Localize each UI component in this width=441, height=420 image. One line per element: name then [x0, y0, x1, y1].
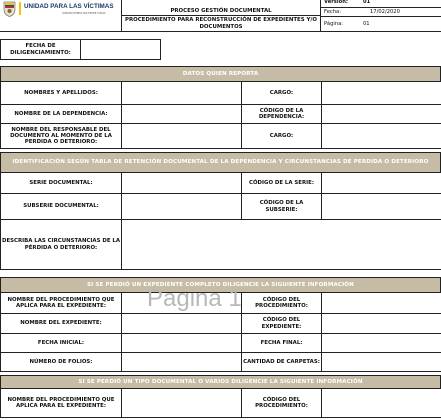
- fill-date-input[interactable]: [80, 39, 161, 60]
- file-code-input[interactable]: [321, 313, 441, 334]
- folios-input[interactable]: [121, 352, 242, 372]
- section3-title: SI SE PERDIÓ UN EXPEDIENTE COMPLETO DILIGENCIE LA SIGUIENTE INFORMACIÓN: [0, 277, 441, 293]
- series-input[interactable]: [121, 172, 242, 194]
- colombia-shield-icon: [3, 1, 16, 17]
- process-title: PROCESO GESTIÓN DOCUMENTAL: [121, 0, 321, 16]
- folios-label: NÚMERO DE FOLIOS:: [0, 352, 122, 372]
- section1-title: DATOS QUIEN REPORTA: [0, 66, 441, 82]
- procedure-name-label: NOMBRE DEL PROCEDIMIENTO QUE APLICA PARA EL EXPEDIENTE:: [0, 292, 122, 314]
- section4-title: SI SE PERDIÓ UN TIPO DOCUMENTAL O VARIOS DILIGENCIE LA SIGUIENTE INFORMACIÓN: [0, 375, 441, 389]
- subseries-input[interactable]: [121, 193, 242, 220]
- folders-input[interactable]: [321, 352, 441, 372]
- cargo-label: CARGO:: [241, 81, 322, 105]
- file-name-label: NOMBRE DEL EXPEDIENTE:: [0, 313, 122, 334]
- version-label: Versión:: [324, 0, 349, 5]
- series-code-input[interactable]: [321, 172, 441, 194]
- page-label: Página:: [324, 21, 344, 27]
- cargo2-label: CARGO:: [241, 123, 322, 149]
- cargo-input[interactable]: [321, 81, 441, 105]
- org-tagline: CONSTRUYENDO PAZ ENTRE TODOS: [62, 12, 106, 15]
- page-value: 01: [363, 21, 370, 27]
- procedure-title: PROCEDIMIENTO PARA RECONSTRUCCIÓN DE EXPEDIENTES Y/O DOCUMENTOS: [121, 15, 321, 32]
- folders-label: CANTIDAD DE CARPETAS:: [241, 352, 322, 372]
- procedure-code-input[interactable]: [321, 292, 441, 314]
- file-code-label: CÓDIGO DEL EXPEDIENTE:: [241, 313, 322, 334]
- dependency-name-label: NOMBRE DE LA DEPENDENCIA:: [0, 104, 122, 124]
- series-label: SERIE DOCUMENTAL:: [0, 172, 122, 194]
- subseries-code-input[interactable]: [321, 193, 441, 220]
- subseries-code-label: CÓDIGO DE LA SUBSERIE:: [241, 193, 322, 220]
- circumstances-label: DESCRIBA LAS CIRCUNSTANCIAS DE LA PÉRDIDA O DETERIORO:: [0, 219, 122, 270]
- start-date-input[interactable]: [121, 333, 242, 353]
- logo-flag-yellow: [19, 2, 21, 15]
- section2-title: IDENTIFICACIÓN SEGÚN TABLA DE RETENCIÓN DOCUMENTAL DE LA DEPENDENCIA Y CIRCUNSTANCIAS DE PERDIDA O DETERIORO: [0, 152, 441, 173]
- procedure-code-label: CÓDIGO DEL PROCEDIMIENTO:: [241, 292, 322, 314]
- version-value: 01: [363, 0, 371, 5]
- s4-procedure-code-input[interactable]: [321, 388, 441, 418]
- series-code-label: CÓDIGO DE LA SERIE:: [241, 172, 322, 194]
- names-label: NOMBRES Y APELLIDOS:: [0, 81, 122, 105]
- end-date-label: FECHA FINAL:: [241, 333, 322, 353]
- dependency-name-input[interactable]: [121, 104, 242, 124]
- date-label: Fecha:: [324, 9, 341, 15]
- dependency-code-label: CÓDIGO DE LA DEPENDENCIA:: [241, 104, 322, 124]
- org-name: UNIDAD PARA LAS VÍCTIMAS: [24, 3, 114, 10]
- responsible-input[interactable]: [121, 123, 242, 149]
- subseries-label: SUBSERIE DOCUMENTAL:: [0, 193, 122, 220]
- cargo2-input[interactable]: [321, 123, 441, 149]
- s4-procedure-name-input[interactable]: [121, 388, 242, 418]
- circumstances-input[interactable]: [121, 219, 441, 270]
- responsible-label: NOMBRE DEL RESPONSABLE DEL DOCUMENTO AL MOMENTO DE LA PERDIDA O DETERIORO:: [0, 123, 122, 149]
- names-input[interactable]: [121, 81, 242, 105]
- s4-procedure-code-label: CÓDIGO DEL PROCEDIMIENTO:: [241, 388, 322, 418]
- s4-procedure-name-label: NOMBRE DEL PROCEDIMIENTO QUE APLICA PARA EL EXPEDIENTE:: [0, 388, 122, 418]
- date-value: 17/02/2020: [370, 9, 400, 15]
- fill-date-label: FECHA DE DILIGENCIAMIENTO:: [0, 39, 81, 60]
- file-name-input[interactable]: [121, 313, 242, 334]
- end-date-input[interactable]: [321, 333, 441, 353]
- start-date-label: FECHA INICIAL:: [0, 333, 122, 353]
- page-watermark: Pagina 1: [147, 285, 242, 312]
- dependency-code-input[interactable]: [321, 104, 441, 124]
